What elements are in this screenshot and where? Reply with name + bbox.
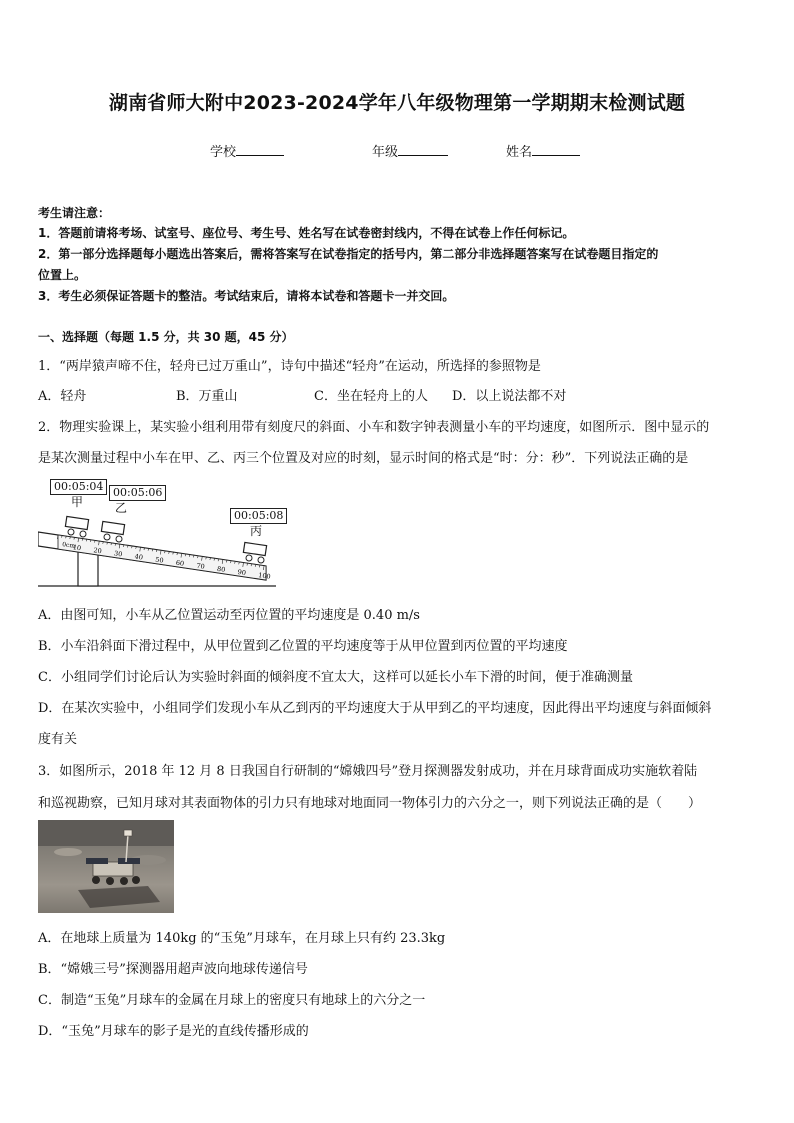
question-1-option-c[interactable]: C．坐在轻舟上的人 [314,389,428,404]
ruler-tick-label: 90 [237,567,247,578]
notice-item: 位置上。 [38,268,87,282]
notice-item: 1．答题前请将考场、试室号、座位号、考生号、姓名写在试卷密封线内，不得在试卷上作任何标记。 [38,226,575,240]
rover-illustration [38,820,174,913]
ruler-tick-label: 60 [175,558,185,568]
ruler-tick-label: 70 [195,561,206,571]
name-blank[interactable] [532,142,580,156]
section-heading: 一、选择题（每题 1.5 分，共 30 题，45 分） [38,330,294,344]
question-1-option-d[interactable]: D．以上说法都不对 [452,389,567,404]
clock-bing: 00:05:08 [230,508,287,524]
ruler-tick-label: 10 [72,543,82,553]
clock-yi: 00:05:06 [109,485,166,501]
cart-bing [243,542,266,563]
label-yi: 乙 [115,501,128,515]
question-3-option-b[interactable]: B．“嫦娥三号”探测器用超声波向地球传递信号 [38,962,308,977]
grade-blank[interactable] [398,142,448,156]
question-1-option-b[interactable]: B．万重山 [176,389,238,404]
question-2-option-a[interactable]: A．由图可知，小车从乙位置运动至丙位置的平均速度是 0.40 m/s [38,608,420,623]
notice-heading: 考生请注意： [38,206,111,220]
label-bing: 丙 [250,524,263,538]
question-3-option-a[interactable]: A．在地球上质量为 140kg 的“玉兔”月球车，在月球上只有约 23.3kg [38,931,446,946]
question-3-option-c[interactable]: C．制造“玉兔”月球车的金属在月球上的密度只有地球上的六分之一 [38,993,426,1008]
ruler-tick-label: 30 [113,549,123,559]
moon-rover-photo [38,820,174,913]
name-field[interactable] [506,141,580,160]
question-1-stem: 1．“两岸猿声啼不住，轻舟已过万重山”，诗句中描述“轻舟”在运动，所选择的参照物是 [38,359,541,374]
question-2-stem-line-2: 是某次测量过程中小车在甲、乙、丙三个位置及对应的时刻，显示时间的格式是“时：分：秒”．下列说法正确的是 [38,451,689,466]
cart-jia [65,516,88,537]
grade-field[interactable] [372,141,448,160]
ruler-tick-label: 50 [154,555,165,565]
clock-jia: 00:05:04 [50,479,107,495]
school-field[interactable] [210,141,284,160]
incline-figure [38,476,284,588]
notice-item: 3．考生必须保证答题卡的整洁。考试结束后，请将本试卷和答题卡一并交回。 [38,289,455,303]
question-3-stem-line-2: 和巡视勘察，已知月球对其表面物体的引力只有地球对地面同一物体引力的六分之一，则下列说法正确的是（ ） [38,796,702,811]
question-3-stem-line-1: 3．如图所示，2018 年 12 月 8 日我国自行研制的“嫦娥四号”登月探测器发射成功，并在月球背面成功实施软着陆 [38,764,698,779]
grade-label: 年级 [372,145,399,160]
ruler-tick-label: 80 [216,564,226,575]
label-jia: 甲 [71,495,84,509]
question-2-option-b[interactable]: B．小车沿斜面下滑过程中，从甲位置到乙位置的平均速度等于从甲位置到丙位置的平均速度 [38,639,568,654]
page-title: 湖南省师大附中2023-2024学年八年级物理第一学期期末检测试题 [108,92,686,114]
notice-item: 2．第一部分选择题每小题选出答案后，需将答案写在试卷指定的括号内，第二部分非选择题答案写在试卷题目指定的 [38,247,659,261]
school-blank[interactable] [236,142,284,156]
school-label: 学校 [210,145,237,160]
cart-yi [101,521,124,542]
question-3-option-d[interactable]: D．“玉兔”月球车的影子是光的直线传播形成的 [38,1024,309,1039]
ruler-unit-label: 0cm [61,541,76,550]
question-2-stem-line-1: 2．物理实验课上，某实验小组利用带有刻度尺的斜面、小车和数字钟表测量小车的平均速度，如图所示．图中显示的 [38,420,710,435]
question-2-option-d[interactable]: D．在某次实验中，小组同学们发现小车从乙到丙的平均速度大于从甲到乙的平均速度，因此得出平均速度与斜面倾斜 [38,701,712,716]
ruler-tick-label: 20 [92,546,103,556]
ruler-tick-label: 40 [134,552,144,562]
question-2-option-d-cont: 度有关 [38,732,78,747]
question-1-option-a[interactable]: A．轻舟 [38,389,87,404]
question-2-option-c[interactable]: C．小组同学们讨论后认为实验时斜面的倾斜度不宜太大，这样可以延长小车下滑的时间，便于准确测量 [38,670,633,685]
ruler-tick-label: 100 [257,571,272,581]
name-label: 姓名 [506,145,533,160]
